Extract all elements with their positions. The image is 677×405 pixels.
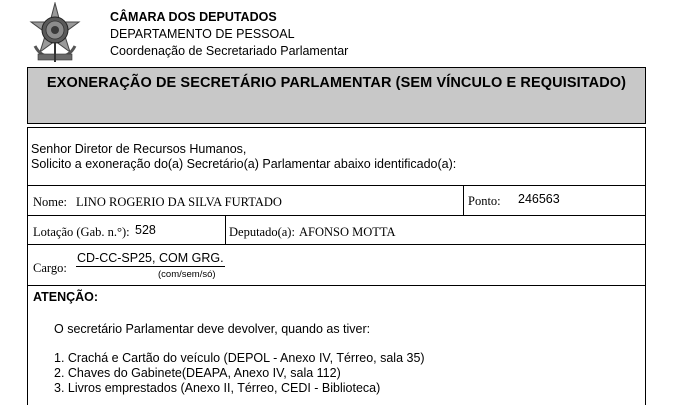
brasao-coat-of-arms-icon [27, 2, 83, 64]
attention-heading: ATENÇÃO: [33, 290, 99, 304]
deputado-value: AFONSO MOTTA [299, 225, 396, 239]
nome-label: Nome: [33, 195, 68, 209]
department-name: DEPARTAMENTO DE PESSOAL [110, 27, 295, 41]
coordination-name: Coordenação de Secretariado Parlamentar [110, 44, 349, 58]
ponto-value: 246563 [518, 192, 560, 206]
divider [225, 215, 226, 244]
request-text: Solicito a exoneração do(a) Secretário(a) Parlamentar abaixo identificado(a): [31, 157, 457, 171]
divider [27, 185, 646, 186]
cargo-hint: (com/sem/só) [158, 269, 216, 280]
return-items-list [54, 351, 425, 396]
cargo-value: CD-CC-SP25, COM GRG. [77, 251, 224, 265]
divider [27, 244, 646, 245]
intro-text [31, 142, 456, 172]
list-item: 3. Livros emprestados (Anexo II, Térreo, CEDI - Biblioteca) [54, 381, 381, 395]
lotacao-value: 528 [135, 223, 156, 237]
divider [27, 285, 646, 286]
list-item: 1. Crachá e Cartão do veículo (DEPOL - Anexo IV, Térreo, sala 35) [54, 351, 425, 365]
document-header [0, 0, 677, 66]
salutation: Senhor Diretor de Recursos Humanos, [31, 142, 247, 156]
nome-value: LINO ROGERIO DA SILVA FURTADO [76, 195, 282, 209]
org-name: CÂMARA DOS DEPUTADOS [110, 10, 277, 24]
lotacao-label: Lotação (Gab. n.°): [33, 225, 130, 239]
ponto-label: Ponto: [468, 194, 501, 208]
attention-message: O secretário Parlamentar deve devolver, quando as tiver: [54, 322, 371, 336]
deputado-label: Deputado(a): [229, 225, 295, 239]
divider [463, 185, 464, 215]
form-title-box [27, 67, 646, 124]
list-item: 2. Chaves do Gabinete(DEAPA, Anexo IV, sala 112) [54, 366, 341, 380]
cargo-label: Cargo: [33, 261, 67, 275]
form-title: EXONERAÇÃO DE SECRETÁRIO PARLAMENTAR (SEM VÍNCULO E REQUISITADO) [46, 75, 627, 91]
divider [27, 215, 646, 216]
